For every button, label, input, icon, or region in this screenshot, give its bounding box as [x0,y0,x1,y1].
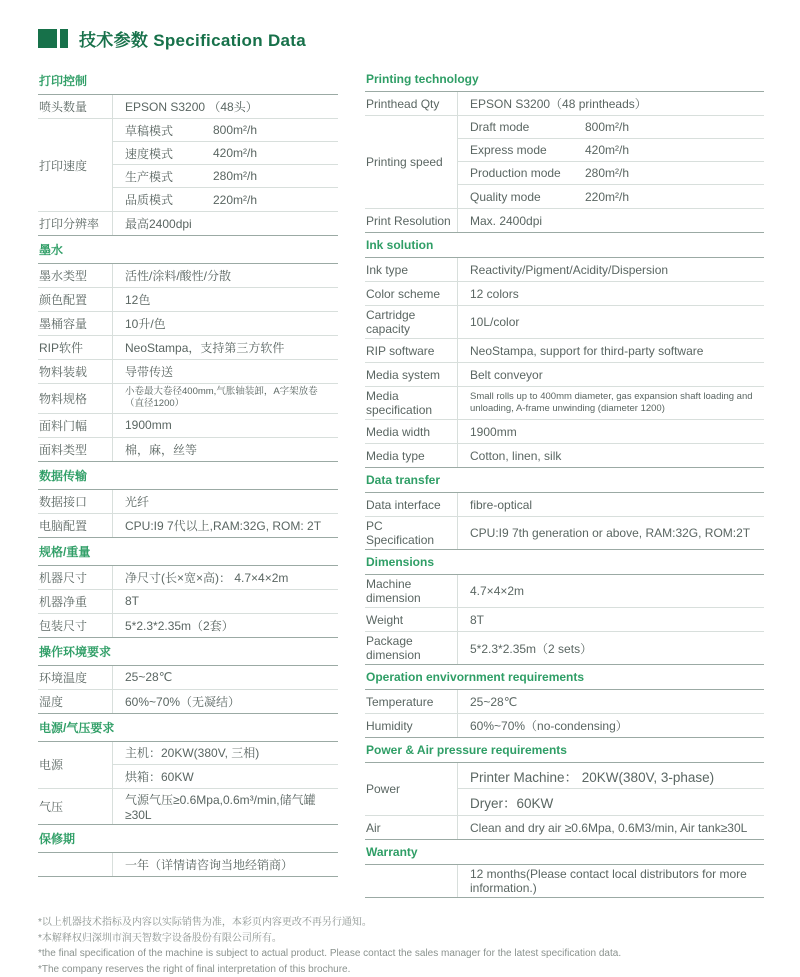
table-row [365,865,764,898]
row-label: Printing speed [365,116,458,208]
row-value: 活性/涂料/酸性/分散 [113,264,338,287]
section-rows [38,666,338,714]
row-label: Power [365,763,458,815]
sub-row [458,116,764,139]
row-label: 墨水类型 [38,264,113,287]
row-label: Data interface [365,493,458,516]
table-row [38,789,338,825]
sub-row [113,765,338,788]
sub-row [113,188,338,211]
row-label: 物料规格 [38,384,113,413]
row-label: 喷头数量 [38,95,113,118]
sub-label: 品质模式 [125,191,213,208]
row-value: 小卷最大卷径400mm,气胀轴装卸，A字架放卷（直径1200） [113,384,338,413]
table-row [38,288,338,312]
section-header: Warranty [365,840,764,865]
footnote-line: *以上机器技术指标及内容以实际销售为准，本彩页内容更改不再另行通知。 [38,915,764,931]
row-label: 数据接口 [38,490,113,513]
sub-value: Printer Machine： 20KW(380V, 3-phase) [470,766,714,786]
table-row [38,614,338,638]
row-value: 12 colors [458,282,764,305]
row-label: Weight [365,608,458,631]
row-value: 棉，麻，丝等 [113,438,338,461]
table-row [365,258,764,282]
row-value: 1900mm [113,414,338,437]
spec-section [38,538,338,638]
row-value: 25~28℃ [113,666,338,689]
table-row [38,690,338,714]
spec-section [365,550,764,665]
row-label: Media width [365,420,458,443]
row-label: 面料类型 [38,438,113,461]
row-value: 10升/色 [113,312,338,335]
row-label: RIP software [365,339,458,362]
row-value: 净尺寸(长×宽×高)： 4.7×4×2m [113,566,338,589]
sub-value: 280m²/h [585,166,629,180]
subrows [458,116,764,208]
row-value: Clean and dry air ≥0.6Mpa, 0.6M3/min, Air tank≥30L [458,816,764,839]
table-row [38,853,338,877]
sub-label: 速度模式 [125,145,213,162]
row-value: 25~28℃ [458,690,764,713]
page-title: 技术参数 Specification Data [79,26,306,51]
row-value: fibre-optical [458,493,764,516]
spec-section [38,714,338,825]
page-title-row [38,26,764,51]
sub-row [113,165,338,188]
row-value: 12色 [113,288,338,311]
row-label: 打印分辨率 [38,212,113,235]
row-label: 环境温度 [38,666,113,689]
row-label: Printhead Qty [365,92,458,115]
row-label: Cartridge capacity [365,306,458,338]
table-row [365,608,764,632]
table-row [365,282,764,306]
section-rows [365,92,764,233]
section-header: Operation envivornment requirements [365,665,764,690]
row-label: 电脑配置 [38,514,113,537]
spec-section [365,67,764,233]
section-rows [38,853,338,877]
table-row [365,632,764,665]
row-value: Belt conveyor [458,363,764,386]
table-row [365,116,764,209]
row-label: 机器净重 [38,590,113,613]
sub-row [458,162,764,185]
row-label: 颜色配置 [38,288,113,311]
sub-value: 220m²/h [585,190,629,204]
row-label: Color scheme [365,282,458,305]
row-label: RIP软件 [38,336,113,359]
spec-section [365,738,764,840]
table-row [38,490,338,514]
sub-value: Dryer：60KW [470,792,553,812]
sub-row [458,185,764,208]
table-row [38,414,338,438]
row-label: Machine dimension [365,575,458,607]
table-row [38,514,338,538]
table-row [38,336,338,360]
row-label: 包装尺寸 [38,614,113,637]
sub-label: 草稿模式 [125,122,213,139]
table-row [38,438,338,462]
row-label [38,853,113,876]
sub-row [458,763,764,789]
section-header: 数据传输 [38,462,338,490]
sub-value: 420m²/h [213,146,257,160]
row-value: Small rolls up to 400mm diameter, gas expansion shaft loading and unloading, A-frame unwinding (diameter 1200) [458,387,764,419]
table-row [365,387,764,420]
section-header: Power & Air pressure requirements [365,738,764,763]
table-row [365,816,764,840]
section-header: Printing technology [365,67,764,92]
row-value: 60%~70%（no-condensing） [458,714,764,737]
row-value: 最高2400dpi [113,212,338,235]
row-value: 1900mm [458,420,764,443]
row-label: Temperature [365,690,458,713]
row-value: Max. 2400dpi [458,209,764,232]
sub-row [113,742,338,765]
section-rows [38,490,338,538]
section-rows [365,690,764,738]
row-label: Air [365,816,458,839]
row-label: 物料装载 [38,360,113,383]
sub-value: 280m²/h [213,169,257,183]
sub-value: 800m²/h [213,123,257,137]
spec-section [38,638,338,714]
sub-value: 主机：20KW(380V, 三相) [125,744,259,761]
sub-value: 420m²/h [585,143,629,157]
row-label: 机器尺寸 [38,566,113,589]
sub-label: Production mode [470,166,585,180]
table-row [38,566,338,590]
spec-section [365,840,764,898]
section-rows [365,258,764,468]
row-label: PC Specification [365,517,458,549]
subrows [458,763,764,815]
table-row [365,714,764,738]
sub-row [458,789,764,815]
right-table [365,67,764,898]
spec-section [38,462,338,538]
row-value: Cotton, linen, silk [458,444,764,467]
row-value: CPU:I9 7th generation or above, RAM:32G, ROM:2T [458,517,764,549]
sub-value: 烘箱：60KW [125,768,194,785]
table-row [365,690,764,714]
row-label: 电源 [38,742,113,788]
row-label: Package dimension [365,632,458,664]
sub-row [113,119,338,142]
row-label: Media type [365,444,458,467]
table-row [365,92,764,116]
sub-label: Quality mode [470,190,585,204]
table-row [38,95,338,119]
sub-row [458,139,764,162]
section-rows [38,566,338,638]
table-row [38,212,338,236]
footnotes [38,915,764,977]
row-label [365,865,458,897]
table-row [38,742,338,789]
table-row [38,264,338,288]
row-label: Print Resolution [365,209,458,232]
row-value: 10L/color [458,306,764,338]
section-rows [365,575,764,665]
spec-section [365,665,764,738]
sub-label: Express mode [470,143,585,157]
section-rows [38,742,338,825]
section-header: 保修期 [38,825,338,853]
section-header: 墨水 [38,236,338,264]
table-row [365,575,764,608]
table-row [38,360,338,384]
spec-section [365,233,764,468]
sub-label: Draft mode [470,120,585,134]
left-table [38,67,338,877]
row-value: EPSON S3200（48 printheads） [458,92,764,115]
row-value: 8T [113,590,338,613]
table-row [38,312,338,336]
subrows [113,742,338,788]
row-label: 墨桶容量 [38,312,113,335]
title-marker-icon [38,29,68,48]
row-value: CPU:I9 7代以上,RAM:32G, ROM: 2T [113,514,338,537]
section-header: 操作环境要求 [38,638,338,666]
spec-section [38,67,338,236]
row-label: 湿度 [38,690,113,713]
spec-columns [38,67,764,898]
row-value: 5*2.3*2.35m（2 sets） [458,632,764,664]
section-header: 打印控制 [38,67,338,95]
section-header: 电源/气压要求 [38,714,338,742]
section-rows [38,95,338,236]
row-label: Ink type [365,258,458,281]
footnote-line: *本解释权归深圳市润天智数字设备股份有限公司所有。 [38,931,764,947]
table-row [365,763,764,816]
table-row [365,209,764,233]
row-label: 面料门幅 [38,414,113,437]
row-label: 气压 [38,789,113,824]
sub-value: 220m²/h [213,193,257,207]
row-label: 打印速度 [38,119,113,211]
section-rows [38,264,338,462]
row-value: 导带传送 [113,360,338,383]
table-row [38,590,338,614]
sub-label: 生产模式 [125,168,213,185]
section-header: 规格/重量 [38,538,338,566]
row-value: Reactivity/Pigment/Acidity/Dispersion [458,258,764,281]
spec-section [365,468,764,550]
table-row [365,517,764,550]
row-value: EPSON S3200 （48头） [113,95,338,118]
table-row [38,119,338,212]
row-value: 8T [458,608,764,631]
section-header: Ink solution [365,233,764,258]
section-header: Dimensions [365,550,764,575]
row-value: 4.7×4×2m [458,575,764,607]
table-row [365,444,764,468]
sub-row [113,142,338,165]
row-value: NeoStampa, support for third-party software [458,339,764,362]
section-header: Data transfer [365,468,764,493]
row-value: 5*2.3*2.35m（2套） [113,614,338,637]
green-bar-icon [60,29,68,48]
row-value: 一年（详情请咨询当地经销商） [113,853,338,876]
table-row [365,339,764,363]
row-value: 光纤 [113,490,338,513]
section-rows [365,865,764,898]
sub-value: 800m²/h [585,120,629,134]
table-row [365,363,764,387]
row-label: Humidity [365,714,458,737]
section-rows [365,493,764,550]
row-label: Media specification [365,387,458,419]
green-square-icon [38,29,57,48]
section-rows [365,763,764,840]
row-value: NeoStampa，支持第三方软件 [113,336,338,359]
row-value: 12 months(Please contact local distributors for more information.) [458,865,764,897]
row-label: Media system [365,363,458,386]
row-value: 60%~70%（无凝结） [113,690,338,713]
table-row [38,384,338,414]
table-row [365,420,764,444]
subrows [113,119,338,211]
row-value: 气源气压≥0.6Mpa,0.6m³/min,储气罐≥30L [113,789,338,824]
table-row [38,666,338,690]
footnote-line: *The company reserves the right of final interpretation of this brochure. [38,962,764,977]
table-row [365,306,764,339]
footnote-line: *the final specification of the machine is subject to actual product. Please contact the sales manager for the latest specification data. [38,946,764,962]
spec-section [38,236,338,462]
spec-section [38,825,338,877]
table-row [365,493,764,517]
